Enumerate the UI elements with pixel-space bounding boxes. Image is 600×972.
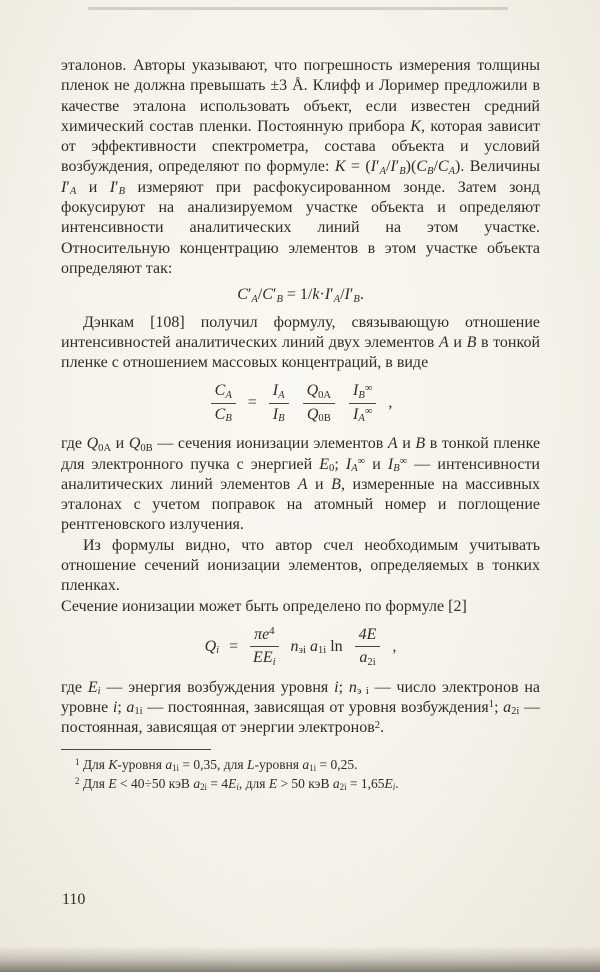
fraction-pie4-eei <box>250 626 278 668</box>
equals-sign: = <box>229 637 239 655</box>
footnote-divider <box>61 749 211 750</box>
page-text-column <box>61 56 540 794</box>
paragraph-6: где $E_i$ — энергия возбуждения уровня i; $n_{э i}$ — число электронов на уровне i; $a_{1i}$ — постоянная, зависящая от уровня возбуждения$^1$; $a_{2i}$ — постоянная, зависящая от энергии электронов$^2$. <box>61 678 541 737</box>
fraction-denominator: $EE_i$ <box>253 649 276 668</box>
equals-sign: = <box>247 394 257 412</box>
fraction-denominator: $a_{2i}$ <box>359 649 376 668</box>
formula-concentration-ratio: $C'_A/C'_B = 1/k\cdot I'_A/I'_B$. <box>237 286 364 305</box>
formula-ionization-cross-section <box>61 626 540 668</box>
fraction-q0a-q0b <box>303 382 335 424</box>
formula-intensity-ratio <box>61 382 540 424</box>
fraction-numerator: $Q_{0A}$ <box>303 382 335 403</box>
fraction-denominator: $Q_{0B}$ <box>306 405 331 425</box>
scan-edge-artifact <box>88 7 508 10</box>
comma: , <box>388 394 393 412</box>
fraction-denominator: $I_A^\infty$ <box>353 405 373 425</box>
footnote-2: $^2$ Для E < 40÷50 кэВ $a_{2i} = 4E_i$, для E > 50 кэВ $a_{2i} = 1,65E_i$. <box>75 776 399 793</box>
formula-lhs: $Q_i$ <box>204 637 220 656</box>
paragraph-2: Дэнкам [108] получил формулу, связывающую отношение интенсивностей аналитических линий двух элементов A и B в тонкой пленке с отношением массовых концентраций, в виде <box>61 313 541 372</box>
fraction-numerator: $C_A$ <box>211 382 236 403</box>
fraction-numerator: 4E <box>355 626 381 647</box>
paragraph-5: Сечение ионизации может быть определено по формуле [2] <box>61 597 467 615</box>
fraction-numerator: $I_A$ <box>269 382 289 403</box>
fraction-numerator: $I_B^\infty$ <box>349 382 376 403</box>
fraction-ib-ia-infinity <box>349 382 376 424</box>
fraction-ia-ib <box>269 382 289 424</box>
page-number: 110 <box>62 891 86 908</box>
fraction-4e-a2i <box>355 626 381 668</box>
scan-shadow <box>0 946 600 972</box>
comma: , <box>392 637 397 655</box>
paragraph-4: Из формулы видно, что автор счел необходимым учитывать отношение сечений ионизации элементов, определяемых в тонких пленках. <box>61 536 540 595</box>
footnote-1: $^1$ Для K-уровня $a_{1i} = 0,35$, для L-уровня $a_{1i} = 0,25$. <box>75 756 358 773</box>
paragraph-3: где $Q_{0A}$ и $Q_{0B}$ — сечения ионизации элементов A и B в тонкой пленке для электронного пучка с энергией $E_0$; $I_A^\infty$ и $I_B^\infty$ — интенсивности аналитических линий элементов A и B, измеренные на массивных эталонах с учетом поправок на атомный номер и поглощение рентгеновского излучения. <box>61 435 541 534</box>
fraction-denominator: $I_B$ <box>272 405 285 425</box>
fraction-ca-cb <box>211 382 236 424</box>
fraction-denominator: $C_B$ <box>214 405 232 425</box>
fraction-numerator: $\pi e^4$ <box>250 626 278 647</box>
paragraph-1: эталонов. Авторы указывают, что погрешность измерения толщины пленок не должна превышать ±3 Å. Клифф и Лоример предложили в качестве эталона использовать объект, если известен средний химический состав пленки. Постоянную прибора K, которая зависит от эффективности спектрометра, состава объекта и условий возбуждения, определяют по формуле: $K = (I'_A/I'_B)(C_B/C_A)$. Величины $I'_A$ и $I'_B$ измеряют при расфокусированном зонде. Затем зонд фокусируют на анализируемом участке объекта и определяют интенсивности аналитических линий на этом участке. Относительную концентрацию элементов в этом участке объекта определяют так: <box>61 57 541 277</box>
formula-middle-terms: $n_{эi}$ $a_{1i}$ ln <box>290 637 343 656</box>
